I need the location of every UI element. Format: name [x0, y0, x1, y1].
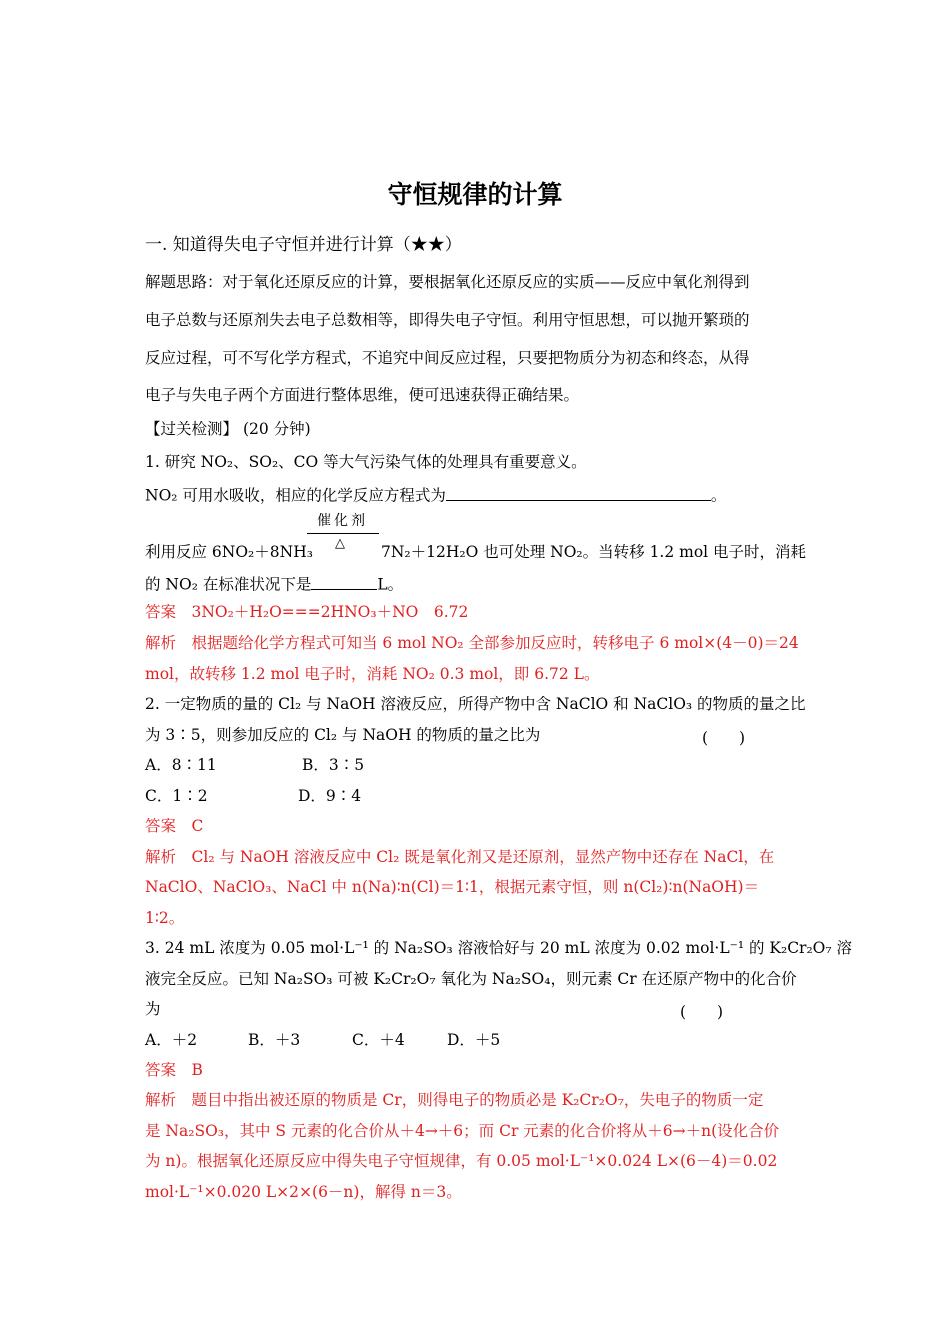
- heat-symbol: △: [335, 536, 345, 551]
- option-d: D．＋5: [447, 1031, 501, 1049]
- reaction-arrow-bar: [307, 533, 379, 534]
- q1-line3b: 7N₂＋12H₂O 也可处理 NO₂。当转移 1.2 mol 电子时，消耗: [381, 543, 807, 561]
- q1-line1: 1. 研究 NO₂、SO₂、CO 等大气污染气体的处理具有重要意义。: [145, 453, 587, 471]
- q2-analysis: 1∶2。: [145, 909, 185, 927]
- check-label: 【过关检测】: [145, 420, 239, 438]
- q2-line2: 为 3∶5，则参加反应的 Cl₂ 与 NaOH 的物质的量之比为: [145, 726, 541, 744]
- q3-analysis: 解析 题目中指出被还原的物质是 Cr，则得电子的物质必是 K₂Cr₂O₇，失电子的物质一定: [145, 1091, 764, 1109]
- intro-line: 反应过程，可不写化学方程式，不追究中间反应过程，只要把物质分为初态和终态，从得: [145, 349, 750, 367]
- q2-answer: 答案 C: [145, 817, 204, 835]
- q1-line2-end: 。: [710, 486, 727, 505]
- q2-analysis: 解析 Cl₂ 与 NaOH 溶液反应中 Cl₂ 既是氧化剂又是还原剂，显然产物中还存在 NaCl，在: [145, 848, 775, 866]
- q1-line4-text: 的 NO₂ 在标准状况下是: [145, 575, 312, 594]
- option-c: C．1∶2: [145, 787, 208, 805]
- q1-line4: [145, 573, 403, 594]
- q3-answer: 答案 B: [145, 1061, 203, 1079]
- q3-line3: 为: [145, 1000, 161, 1018]
- q3-analysis: 为 n)。根据氧化还原反应中得失电子守恒规律，有 0.05 mol·L⁻¹×0.024 L×(6－4)＝0.02: [145, 1152, 778, 1170]
- check-header: [145, 420, 311, 439]
- catalyst-arrow: [305, 510, 381, 555]
- q1-line2: [145, 484, 726, 505]
- option-c: C．＋4: [352, 1031, 405, 1049]
- answer-blank: [446, 484, 711, 501]
- q1-line3a: 利用反应 6NO₂＋8NH₃: [145, 543, 313, 561]
- q2-analysis: NaClO、NaClO₃、NaCl 中 n(Na)∶n(Cl)＝1∶1，根据元素守恒，则 n(Cl₂)∶n(NaOH)＝: [145, 878, 760, 896]
- intro-line: 解题思路：对于氧化还原反应的计算，要根据氧化还原反应的实质——反应中氧化剂得到: [145, 273, 750, 291]
- option-d: D．9∶4: [298, 787, 362, 805]
- section-heading: 一. 知道得失电子守恒并进行计算（★★）: [145, 235, 462, 255]
- page-title: 守恒规律的计算: [387, 180, 563, 209]
- option-b: B．3∶5: [302, 756, 365, 774]
- q1-analysis: 解析 根据题给化学方程式可知当 6 mol NO₂ 全部参加反应时，转移电子 6 mol×(4－0)＝24: [145, 634, 799, 652]
- answer-paren: ( ): [680, 1003, 724, 1021]
- q1-line2-text: NO₂ 可用水吸收，相应的化学反应方程式为: [145, 486, 446, 505]
- option-b: B．＋3: [248, 1031, 301, 1049]
- intro-line: 电子与失电子两个方面进行整体思维，便可迅速获得正确结果。: [145, 386, 580, 404]
- answer-blank: [311, 573, 377, 590]
- q3-analysis: 是 Na₂SO₃，其中 S 元素的化合价从＋4→＋6；而 Cr 元素的化合价将从＋6→＋n(设化合价: [145, 1122, 780, 1140]
- intro-line: 电子总数与还原剂失去电子总数相等，即得失电子守恒。利用守恒思想，可以抛开繁琐的: [145, 311, 750, 329]
- q3-line2: 液完全反应。已知 Na₂SO₃ 可被 K₂Cr₂O₇ 氧化为 Na₂SO₄，则元素 Cr 在还原产物中的化合价: [145, 970, 797, 988]
- check-time: (20 分钟): [242, 420, 311, 438]
- option-a: A．＋2: [145, 1031, 198, 1049]
- q1-answer: 答案 3NO₂＋H₂O===2HNO₃＋NO 6.72: [145, 603, 469, 621]
- q2-line1: 2. 一定物质的量的 Cl₂ 与 NaOH 溶液反应，所得产物中含 NaClO 和 NaClO₃ 的物质的量之比: [145, 695, 806, 713]
- option-a: A．8∶11: [145, 756, 217, 774]
- q3-line1: 3. 24 mL 浓度为 0.05 mol·L⁻¹ 的 Na₂SO₃ 溶液恰好与 20 mL 浓度为 0.02 mol·L⁻¹ 的 K₂Cr₂O₇ 溶: [145, 939, 853, 957]
- catalyst-label: 催化剂: [317, 513, 368, 529]
- q1-analysis: mol，故转移 1.2 mol 电子时，消耗 NO₂ 0.3 mol，即 6.72 L。: [145, 665, 600, 683]
- q1-line4-end: L。: [377, 575, 404, 594]
- q3-analysis: mol·L⁻¹×0.020 L×2×(6－n)，解得 n＝3。: [145, 1183, 462, 1201]
- answer-paren: ( ): [702, 729, 746, 747]
